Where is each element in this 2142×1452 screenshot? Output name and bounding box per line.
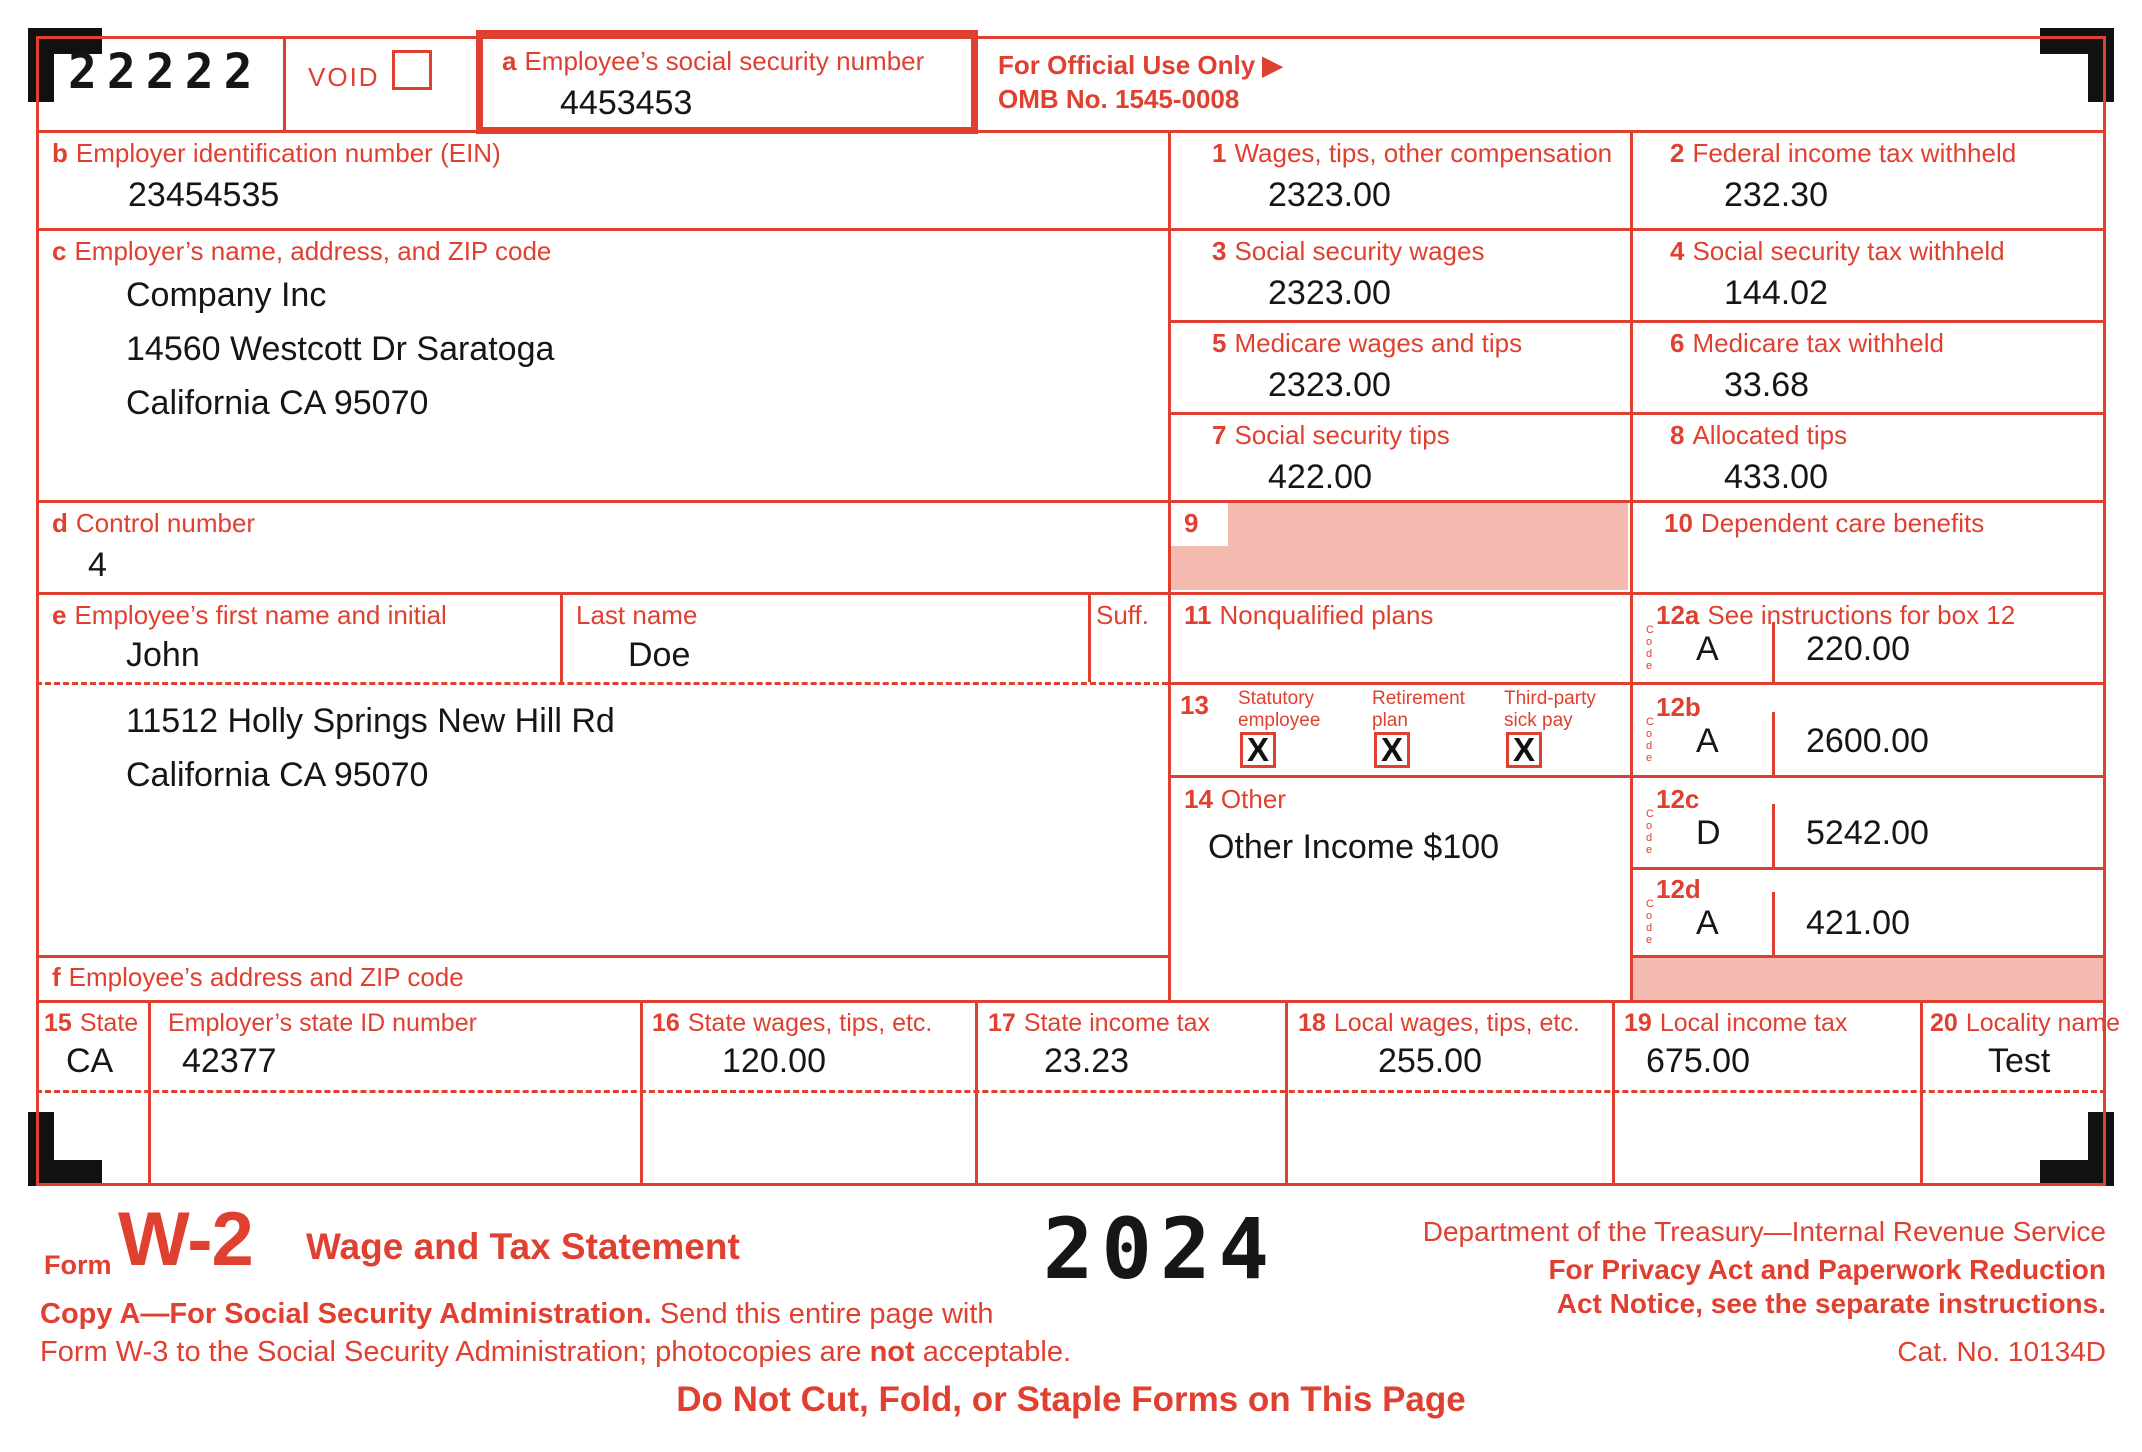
statutory-employee-checkbox[interactable] — [1240, 732, 1276, 768]
grid-line — [36, 1183, 2106, 1186]
statutory-employee-label: Statutory employee — [1238, 688, 1321, 731]
box12d-code: A — [1696, 904, 1719, 942]
box-b-value: 23454535 — [128, 176, 280, 214]
box6-label: 6 Medicare tax withheld — [1670, 328, 1944, 358]
do-not-cut-warning: Do Not Cut, Fold, or Staple Forms on This Page — [676, 1380, 1466, 1419]
box19-label: 19 Local income tax — [1624, 1009, 1848, 1037]
grid-line — [1168, 775, 2106, 778]
box12a-code-divider — [1772, 622, 1775, 682]
box12b-value: 2600.00 — [1806, 722, 1929, 760]
box12d-code-divider — [1772, 892, 1775, 955]
grid-line — [1168, 320, 2106, 323]
box8-label: 8 Allocated tips — [1670, 420, 1848, 450]
corner-mark-top-right — [2088, 28, 2114, 102]
grid-line — [36, 955, 1168, 958]
grid-line — [36, 36, 2106, 39]
state-ein-value: 42377 — [182, 1042, 277, 1080]
box-e-label: e Employee’s first name and initial — [52, 600, 447, 630]
box-a-label: a Employee’s social security number — [502, 46, 925, 76]
bottom-right-shaded-area — [1632, 957, 2104, 1000]
box1-label: 1 Wages, tips, other compensation — [1212, 138, 1613, 168]
box12b-code-caption: Code — [1646, 716, 1655, 764]
box11-label: 11 Nonqualified plans — [1184, 600, 1434, 630]
box12c-code-caption: Code — [1646, 808, 1655, 856]
box12b-code-divider — [1772, 712, 1775, 775]
box7-value: 422.00 — [1268, 458, 1372, 496]
corner-mark-top-left — [28, 28, 54, 102]
statutory-x-mark: X — [1246, 731, 1269, 768]
box20-value: Test — [1988, 1042, 2051, 1080]
box18-label: 18 Local wages, tips, etc. — [1298, 1009, 1580, 1037]
box5-label: 5 Medicare wages and tips — [1212, 328, 1523, 358]
box3-value: 2323.00 — [1268, 274, 1391, 312]
box17-value: 23.23 — [1044, 1042, 1130, 1080]
box-d-value: 4 — [88, 546, 107, 584]
box14-value: Other Income $100 — [1208, 828, 1500, 866]
box-d-label: d Control number — [52, 508, 256, 538]
third-party-sick-pay-checkbox[interactable] — [1506, 732, 1542, 768]
catalog-number: Cat. No. 10134D — [1897, 1336, 2106, 1367]
box-f-label: f Employee’s address and ZIP code — [52, 962, 464, 992]
form-word: Form — [44, 1250, 112, 1280]
state-ein-label: Employer’s state ID number — [168, 1009, 477, 1037]
employer-address-line: 14560 Westcott Dr Saratoga — [126, 330, 555, 368]
box17-label: 17 State income tax — [988, 1009, 1211, 1037]
grid-line — [36, 130, 2106, 133]
box-a-value: 4453453 — [560, 84, 693, 122]
box14-label: 14 Other — [1184, 784, 1286, 814]
employer-address-line: California CA 95070 — [126, 384, 429, 422]
box1-value: 2323.00 — [1268, 176, 1391, 214]
void-label: VOID — [308, 62, 380, 92]
box5-value: 2323.00 — [1268, 366, 1391, 404]
omb-number: OMB No. 1545-0008 — [998, 84, 1240, 114]
box12b-label: 12b — [1656, 692, 1701, 722]
box13-label: 13 — [1180, 690, 1209, 720]
employer-name: Company Inc — [126, 276, 327, 314]
grid-line — [640, 1000, 643, 1183]
corner-mark-bottom-right — [2088, 1112, 2114, 1186]
box7-label: 7 Social security tips — [1212, 420, 1450, 450]
box16-value: 120.00 — [722, 1042, 826, 1080]
third-party-sick-pay-label: Third-party sick pay — [1504, 688, 1596, 731]
employee-address-line: California CA 95070 — [126, 756, 429, 794]
box19-value: 675.00 — [1646, 1042, 1750, 1080]
grid-line-dashed — [36, 682, 1168, 685]
box8-value: 433.00 — [1724, 458, 1828, 496]
box2-label: 2 Federal income tax withheld — [1670, 138, 2017, 168]
grid-line — [1612, 1000, 1615, 1183]
privacy-notice-line1: For Privacy Act and Paperwork Reduction — [1548, 1254, 2106, 1285]
grid-line — [560, 592, 563, 682]
corner-mark-bottom-left — [28, 1112, 54, 1186]
box9-shaded-area — [1170, 502, 1628, 590]
box12c-label: 12c — [1656, 784, 1700, 814]
grid-line — [36, 1000, 2106, 1003]
box12d-code-caption: Code — [1646, 898, 1655, 946]
box-c-label: c Employer’s name, address, and ZIP code — [52, 236, 552, 266]
grid-line — [36, 592, 2106, 595]
copy-a-instructions-line2: Form W-3 to the Social Security Administration; photocopies are not acceptable. — [40, 1336, 1072, 1368]
grid-line — [1168, 130, 1171, 1000]
employee-first-name: John — [126, 636, 200, 674]
retirement-plan-label: Retirement plan — [1372, 688, 1465, 731]
retirement-plan-checkbox[interactable] — [1374, 732, 1410, 768]
grid-line — [283, 36, 286, 130]
box-b-label: b Employer identification number (EIN) — [52, 138, 501, 168]
grid-line — [1630, 867, 2106, 870]
box12d-value: 421.00 — [1806, 904, 1910, 942]
grid-line — [36, 36, 39, 1186]
tax-year: 2024 — [1042, 1200, 1278, 1298]
box12a-value: 220.00 — [1806, 630, 1910, 668]
box20-label: 20 Locality name — [1930, 1009, 2121, 1037]
void-checkbox[interactable] — [392, 50, 432, 90]
form-code: 22222 — [68, 44, 263, 100]
box12a-code-caption: Code — [1646, 624, 1655, 672]
box4-value: 144.02 — [1724, 274, 1828, 312]
suffix-label: Suff. — [1096, 600, 1150, 630]
grid-line — [36, 500, 2106, 503]
grid-line — [1285, 1000, 1288, 1183]
box12a-code: A — [1696, 630, 1719, 668]
box10-label: 10 Dependent care benefits — [1664, 508, 1985, 538]
box2-value: 232.30 — [1724, 176, 1828, 214]
box12a-label: 12a See instructions for box 12 — [1656, 600, 2016, 630]
box4-label: 4 Social security tax withheld — [1670, 236, 2005, 266]
grid-line — [148, 1000, 151, 1183]
grid-line — [1168, 412, 2106, 415]
box18-value: 255.00 — [1378, 1042, 1482, 1080]
grid-line — [36, 228, 2106, 231]
box9-label: 9 — [1184, 508, 1199, 538]
box15-state-value: CA — [66, 1042, 114, 1080]
privacy-notice-line2: Act Notice, see the separate instructions. — [1556, 1288, 2106, 1319]
box12c-value: 5242.00 — [1806, 814, 1929, 852]
copy-a-instructions-line1: Copy A—For Social Security Administration. Send this entire page with — [40, 1298, 994, 1330]
box12d-label: 12d — [1656, 874, 1701, 904]
box6-value: 33.68 — [1724, 366, 1810, 404]
grid-line — [1920, 1000, 1923, 1183]
box12b-code: A — [1696, 722, 1719, 760]
grid-line — [1630, 130, 1633, 1000]
box12c-code: D — [1696, 814, 1721, 852]
grid-line — [1168, 682, 2106, 685]
last-name-label: Last name — [576, 600, 698, 630]
box12c-code-divider — [1772, 804, 1775, 867]
box15-label: 15 State — [44, 1009, 139, 1037]
box3-label: 3 Social security wages — [1212, 236, 1485, 266]
treasury-dept-line: Department of the Treasury—Internal Revenue Service — [1422, 1216, 2106, 1247]
employee-last-name: Doe — [628, 636, 691, 674]
form-name: W-2 — [118, 1197, 253, 1282]
form-title: Wage and Tax Statement — [306, 1226, 740, 1267]
sick-pay-x-mark: X — [1512, 731, 1535, 768]
retirement-x-mark: X — [1380, 731, 1403, 768]
grid-line-dashed — [36, 1090, 2106, 1093]
grid-line — [1088, 592, 1091, 682]
box16-label: 16 State wages, tips, etc. — [652, 1009, 933, 1037]
grid-line — [975, 1000, 978, 1183]
employee-address-line: 11512 Holly Springs New Hill Rd — [126, 702, 615, 740]
official-use-label: For Official Use Only ▶ — [998, 50, 1283, 80]
grid-line — [1630, 955, 2106, 958]
